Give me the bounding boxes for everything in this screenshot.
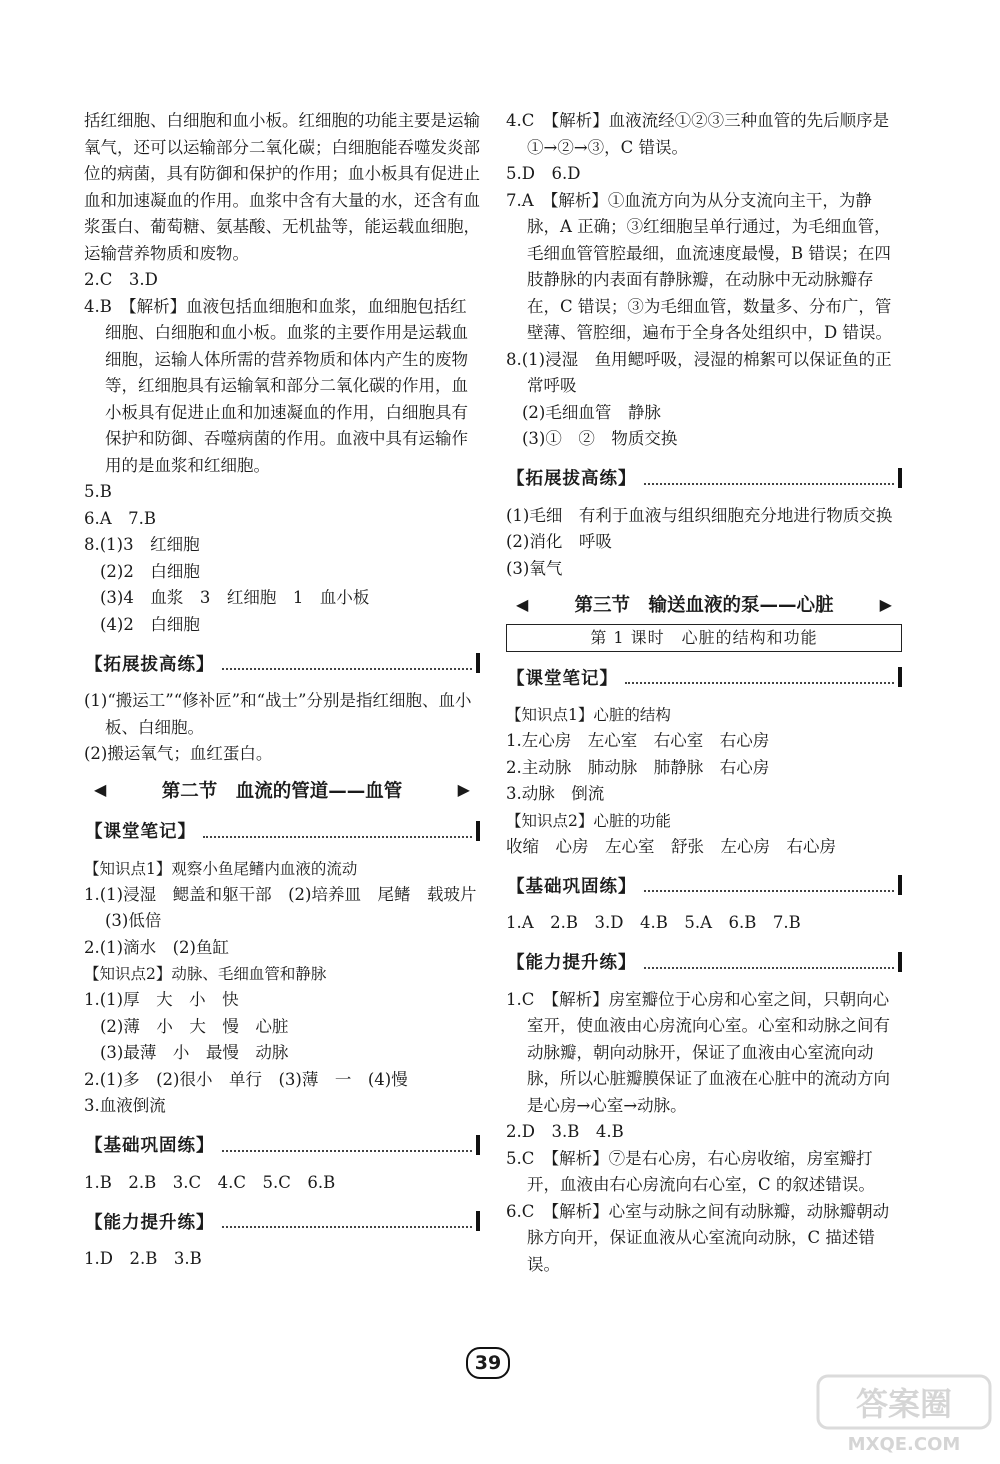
- lesson-title-box: 第 1 课时 心脏的结构和功能: [506, 624, 902, 652]
- answer-line: 1.(1)厚 大 小 快: [84, 990, 239, 1009]
- answer-line: 2.C 3.D: [84, 270, 158, 289]
- chapter-heading: [506, 588, 902, 620]
- answer-line: 2.(1)多 (2)很小 单行 (3)薄 一 (4)慢: [84, 1069, 408, 1089]
- section-end-bar: [898, 667, 902, 687]
- chapter-title: 第二节 血流的管道——血管: [161, 780, 403, 802]
- answer-paragraph: 1.C 【解析】房室瓣位于心房和心室之间，只朝向心室开，使血液由心房流向心室。心室和动脉之间有动脉瓣，朝向动脉开，保证了血液由心室流向动脉，所以心脏瓣膜保证了血液在心脏中的流动方向是心房→心室→动脉。: [506, 989, 890, 1115]
- left-column: [84, 108, 493, 1273]
- answer-line: (3)4 血浆 3 红细胞 1 血小板: [100, 588, 370, 607]
- section-header-extension: [84, 650, 480, 676]
- answer-paragraph: 5.C 【解析】⑦是右心房，右心房收缩，房室瓣打开，血液由右心房流向右心室，C 的叙述错误。: [506, 1148, 875, 1194]
- answer-line: (4)2 白细胞: [100, 614, 200, 634]
- answer-line: (3)氧气: [506, 558, 563, 578]
- section-title: 【基础巩固练】: [85, 1136, 215, 1156]
- section-end-bar: [898, 952, 902, 972]
- dotted-leader: [222, 656, 473, 670]
- answer-line: (1)毛细 有利于血液与组织细胞充分地进行物质交换: [506, 505, 893, 525]
- answer-line: 6.A 7.B: [84, 508, 157, 528]
- chapter-heading: [84, 774, 480, 806]
- answer-line: 1.B 2.B 3.C 4.C 5.C 6.B: [84, 1172, 336, 1192]
- knowledge-point-title: 【知识点2】心脏的功能: [506, 811, 671, 830]
- section-title: 【课堂笔记】: [507, 668, 618, 689]
- knowledge-point-title: 【知识点1】观察小鱼尾鳍内血液的流动: [84, 859, 358, 878]
- watermark-url: MXQE.COM: [847, 1434, 961, 1455]
- dotted-leader: [222, 1214, 473, 1228]
- answer-line: (3)① ② 物质交换: [522, 429, 678, 448]
- dotted-leader: [644, 955, 895, 969]
- section-title: 【能力提升练】: [507, 953, 637, 973]
- answer-paragraph: 4.B 【解析】血液包括血细胞和血浆，血细胞包括红细胞、白细胞和血小板。血浆的主要作用是运载血细胞，运输人体所需的营养物质和体内产生的废物等，红细胞具有运输氧和部分二氧化碳的作用，血小板具有促进止血和加速凝血的作用，白细胞具有保护和防御、吞噬病菌的作用。血液中具有运输作用的是血浆和红细胞。: [84, 296, 468, 475]
- answer-line: 1.(1)浸湿 鳃盖和躯干部 (2)培养皿 尾鳍 载玻片 (3)低倍: [84, 884, 493, 930]
- knowledge-point-title: 【知识点2】动脉、毛细血管和静脉: [84, 965, 327, 983]
- section-end-bar: [898, 468, 902, 488]
- answer-line: 2.主动脉 肺动脉 肺静脉 右心房: [506, 757, 770, 777]
- dotted-leader: [644, 878, 895, 892]
- answer-line: 2.(1)滴水 (2)鱼缸: [84, 937, 229, 957]
- answer-line: 1.A 2.B 3.D 4.B 5.A 6.B 7.B: [506, 913, 801, 932]
- section-title: 【基础巩固练】: [507, 876, 637, 897]
- section-header-notes: [84, 818, 480, 844]
- answer-line: (2)搬运氧气；血红蛋白。: [84, 744, 273, 763]
- section-end-bar: [476, 1211, 480, 1231]
- right-column: [506, 108, 902, 1278]
- answer-line: 1.左心房 左心室 右心室 右心房: [506, 731, 770, 750]
- dotted-leader: [625, 670, 894, 684]
- dotted-leader: [203, 824, 472, 838]
- answer-paragraph: 7.A 【解析】①血流方向为从分支流向主干，为静脉，A 正确；③红细胞呈单行通过，为毛细血管，毛细血管管腔最细，血流速度最慢，B 错误；在四肢静脉的内表面有静脉瓣，在动脉中无动脉瓣存在，C 错误；③为毛细血管，数量多、分布广，管壁薄、管腔细，遍布于全身各处组织中，D 错误。: [506, 190, 892, 342]
- watermark-logo: [814, 1370, 994, 1458]
- section-end-bar: [476, 653, 480, 673]
- left-triangle-icon: ◀: [516, 594, 529, 614]
- answer-line: 3.血液倒流: [84, 1096, 166, 1115]
- answer-line: 8.(1)浸湿 鱼用鳃呼吸，浸湿的棉絮可以保证鱼的正常呼吸: [506, 349, 892, 395]
- section-title: 【拓展拔高练】: [85, 654, 215, 675]
- answer-line: 5.B: [84, 482, 112, 501]
- answer-line: 1.D 2.B 3.B: [84, 1249, 202, 1268]
- answer-paragraph: 括红细胞、白细胞和血小板。红细胞的功能主要是运输氧气，还可以运输部分二氧化碳；白细胞能吞噬发炎部位的病菌，具有防御和保护的作用；血小板具有促进止血和加速凝血的作用。血浆中含有大量的水，还含有血浆蛋白、葡萄糖、氨基酸、无机盐等，能运载血细胞，运输营养物质和废物。: [84, 111, 480, 263]
- section-end-bar: [898, 875, 902, 895]
- answer-line: 8.(1)3 红细胞: [84, 535, 200, 554]
- section-header-ability: [506, 949, 902, 975]
- section-end-bar: [476, 821, 480, 841]
- answer-paragraph: 4.C 【解析】血液流经①②③三种血管的先后顺序是①→②→③，C 错误。: [506, 111, 890, 157]
- answer-line: (3)最薄 小 最慢 动脉: [100, 1043, 289, 1062]
- section-title: 【能力提升练】: [85, 1212, 215, 1233]
- answer-line: 5.D 6.D: [506, 164, 581, 183]
- section-end-bar: [476, 1135, 480, 1155]
- answer-line: 3.动脉 倒流: [506, 784, 605, 803]
- answer-line: (1)“搬运工”“修补匠”和“战士”分别是指红细胞、血小板、白细胞。: [84, 691, 472, 737]
- section-header-basic: [84, 1132, 480, 1158]
- dotted-leader: [222, 1138, 473, 1152]
- left-triangle-icon: ◀: [94, 780, 107, 799]
- section-header-ability: [84, 1208, 480, 1234]
- right-triangle-icon: ▶: [879, 594, 892, 614]
- answer-line: (2)薄 小 大 慢 心脏: [100, 1016, 289, 1036]
- chapter-title: 第三节 输送血液的泵——心脏: [574, 595, 834, 616]
- knowledge-point-title: 【知识点1】心脏的结构: [506, 706, 671, 724]
- right-triangle-icon: ▶: [457, 780, 470, 799]
- page-number: 39: [466, 1347, 510, 1379]
- answer-line: 2.D 3.B 4.B: [506, 1122, 624, 1141]
- section-header-notes: [506, 664, 902, 690]
- answer-line: (2)消化 呼吸: [506, 532, 612, 551]
- section-title: 【课堂笔记】: [85, 822, 196, 842]
- section-title: 【拓展拔高练】: [507, 469, 637, 489]
- answer-paragraph: 6.C 【解析】心室与动脉之间有动脉瓣，动脉瓣朝动脉方向开，保证血液从心室流向动脉，C 描述错误。: [506, 1201, 890, 1274]
- watermark-text: 答案圈: [855, 1385, 953, 1423]
- answer-line: 收缩 心房 左心室 舒张 左心房 右心房: [506, 836, 836, 856]
- answer-line: (2)毛细血管 静脉: [522, 402, 661, 422]
- section-header-basic: [506, 872, 902, 898]
- answer-line: (2)2 白细胞: [100, 561, 200, 581]
- section-header-extension: [506, 465, 902, 491]
- dotted-leader: [644, 471, 895, 485]
